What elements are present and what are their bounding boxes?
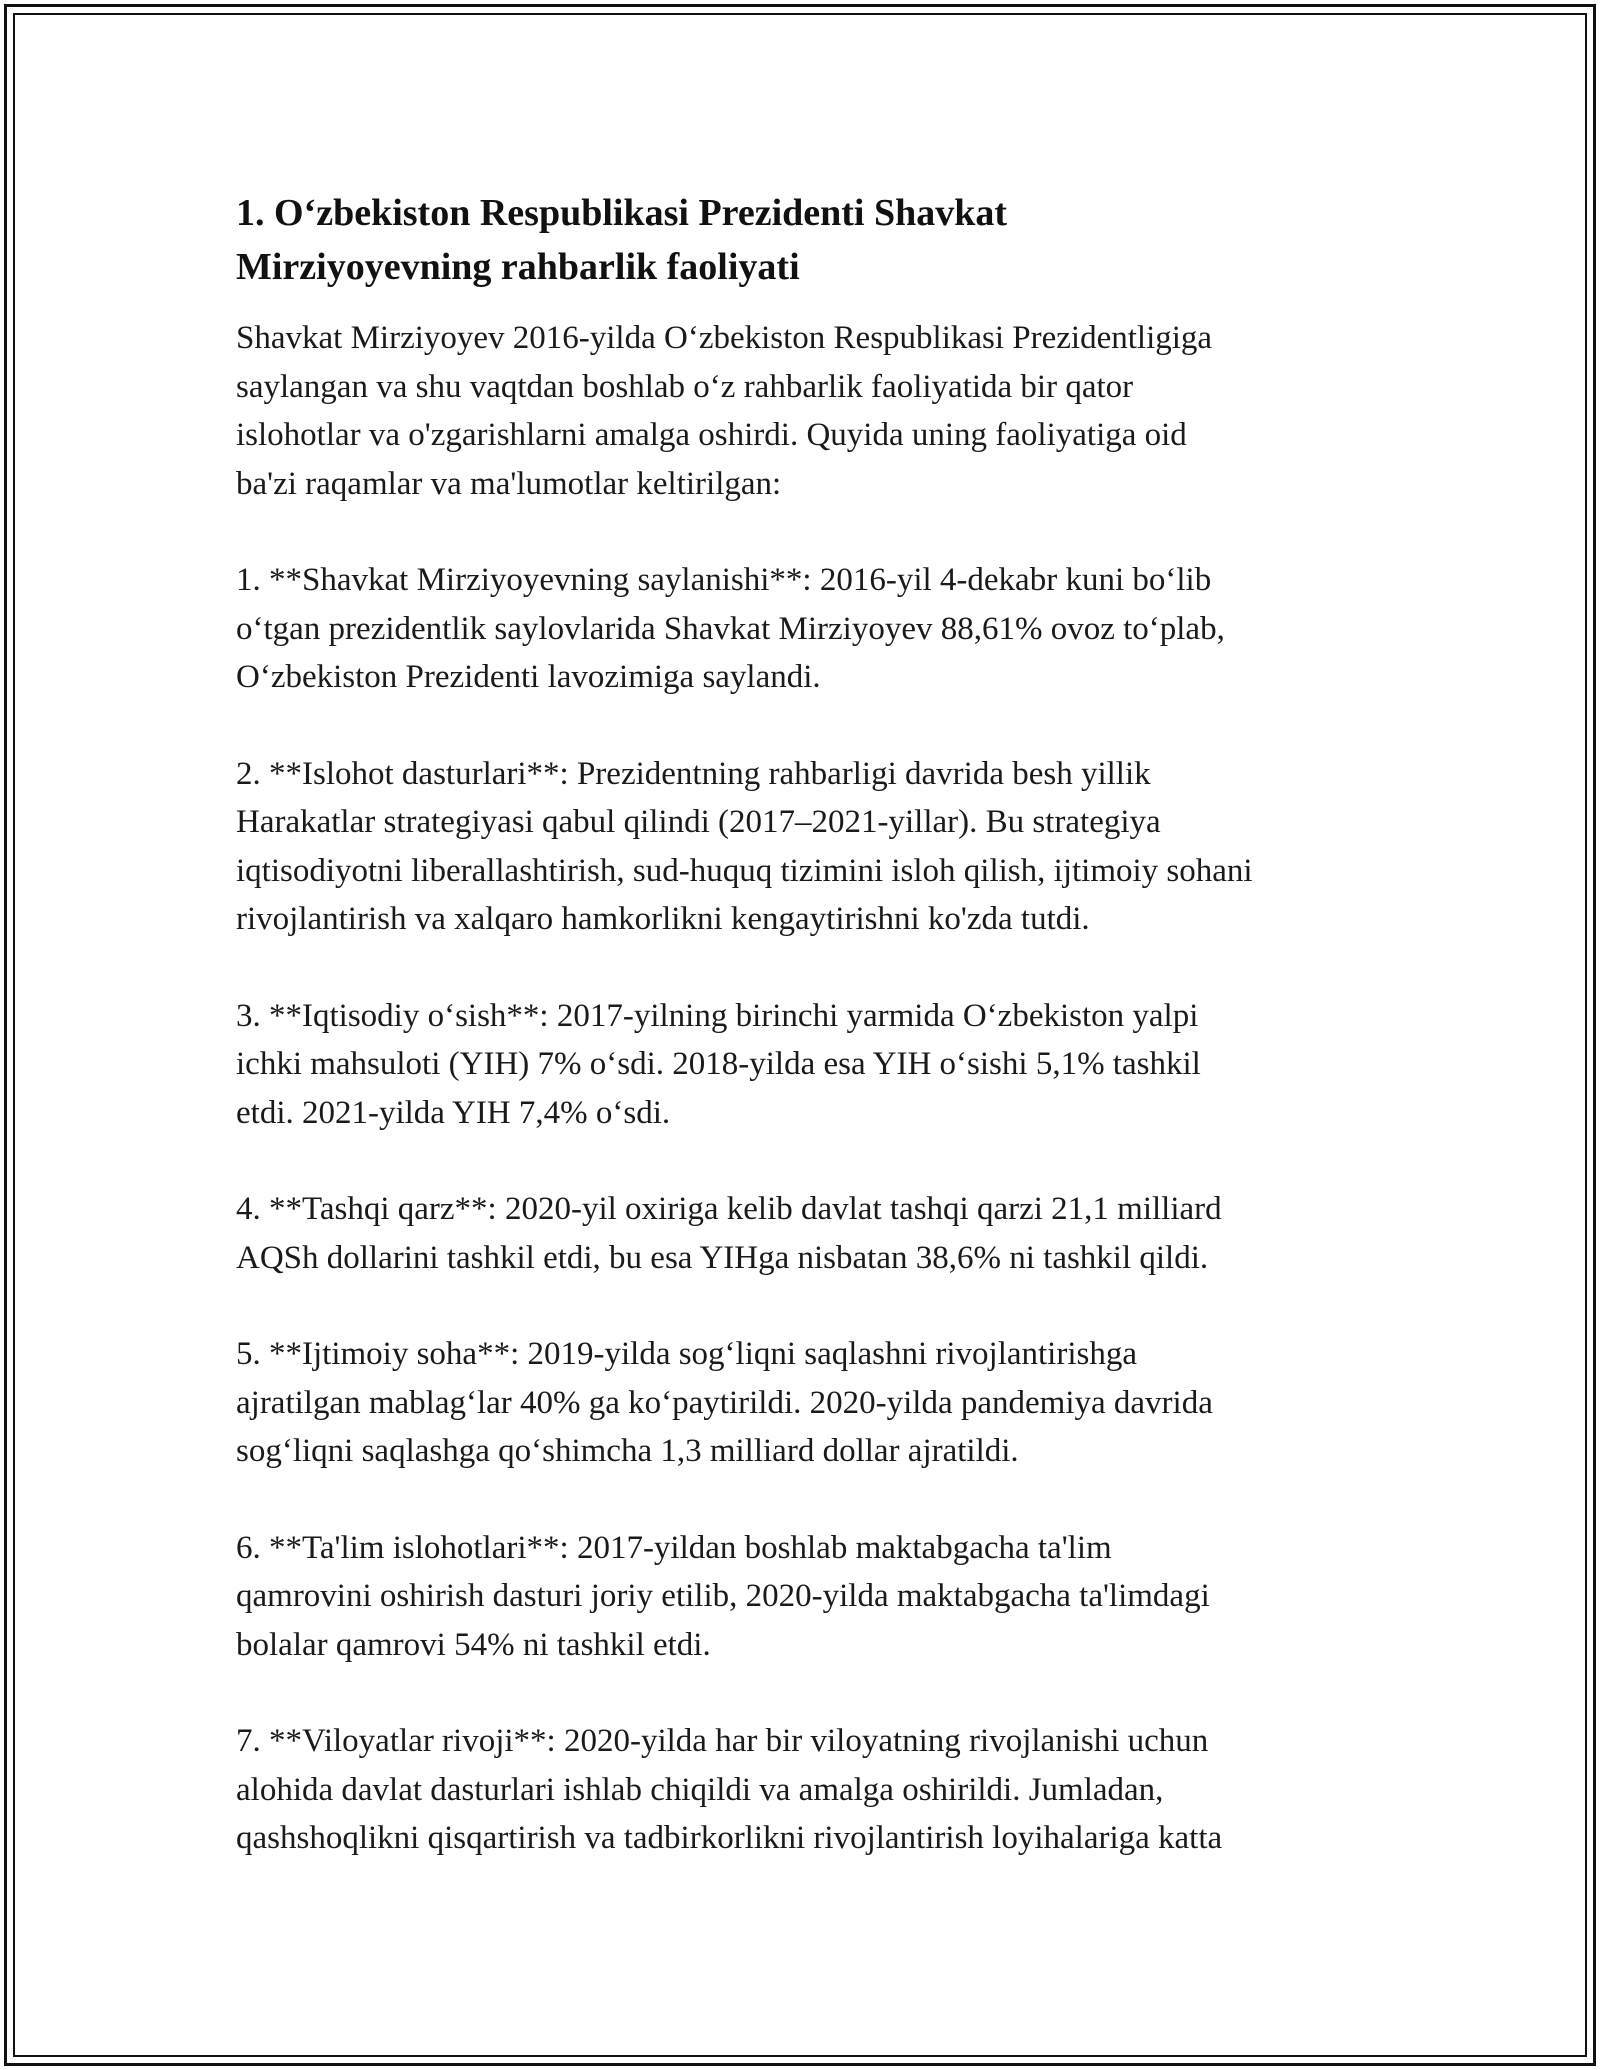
text-line: qashshoqlikni qisqartirish va tadbirkorlikni rivojlantirish loyihalariga katta [236,1820,1223,1856]
text-line: saylangan va shu vaqtdan boshlab o‘z rahbarlik faoliyatida bir qator [236,368,1134,405]
list-item [236,556,1386,702]
text-line: 2. **Islohot dasturlari**: Prezidentning rahbarligi davrida besh yillik [236,755,1151,792]
list-item [236,1524,1386,1670]
document-title [236,186,1386,294]
text-line: etdi. 2021-yilda YIH 7,4% o‘sdi. [236,1094,671,1131]
list-item [236,1330,1386,1476]
text-line: 6. **Ta'lim islohotlari**: 2017-yildan boshlab maktabgacha ta'lim [236,1529,1112,1566]
text-line: rivojlantirish va xalqaro hamkorlikni kengaytirishni ko'zda tutdi. [236,901,1090,937]
list-item [236,1185,1386,1282]
text-line: ichki mahsuloti (YIH) 7% o‘sdi. 2018-yilda esa YIH o‘sishi 5,1% tashkil [236,1046,1201,1082]
text-line: 1. **Shavkat Mirziyoyevning saylanishi**: 2016-yil 4-dekabr kuni bo‘lib [236,562,1212,598]
title-line: 1. O‘zbekiston Respublikasi Prezidenti Shavkat [236,192,1008,234]
text-line: O‘zbekiston Prezidenti lavozimiga saylandi. [236,659,821,695]
list-item [236,750,1386,944]
text-line: bolalar qamrovi 54% ni tashkil etdi. [236,1626,711,1663]
text-line: iqtisodiyotni liberallashtirish, sud-huquq tizimini isloh qilish, ijtimoiy sohani [236,852,1253,889]
list-item [236,992,1386,1138]
list-item [236,1717,1386,1863]
document-body [236,186,1386,1863]
text-line: Shavkat Mirziyoyev 2016-yilda O‘zbekiston Respublikasi Prezidentligiga [236,320,1213,356]
text-line: AQSh dollarini tashkil etdi, bu esa YIHga nisbatan 38,6% ni tashkil qildi. [236,1239,1209,1276]
text-line: 4. **Tashqi qarz**: 2020-yil oxiriga kelib davlat tashqi qarzi 21,1 milliard [236,1191,1222,1227]
text-line: o‘tgan prezidentlik saylovlarida Shavkat Mirziyoyev 88,61% ovoz to‘plab, [236,610,1225,647]
intro-paragraph [236,314,1386,508]
text-line: islohotlar va o'zgarishlarni amalga oshirdi. Quyida uning faoliyatiga oid [236,417,1187,453]
text-line: sog‘liqni saqlashga qo‘shimcha 1,3 milliard dollar ajratildi. [236,1433,1019,1469]
text-line: 7. **Viloyatlar rivoji**: 2020-yilda har bir viloyatning rivojlanishi uchun [236,1723,1209,1759]
text-line: 5. **Ijtimoiy soha**: 2019-yilda sog‘liqni saqlashni rivojlantirishga [236,1336,1137,1372]
text-line: 3. **Iqtisodiy o‘sish**: 2017-yilning birinchi yarmida O‘zbekiston yalpi [236,997,1199,1034]
text-line: ba'zi raqamlar va ma'lumotlar keltirilgan: [236,465,782,502]
title-line: Mirziyoyevning rahbarlik faoliyati [236,246,800,288]
text-line: Harakatlar strategiyasi qabul qilindi (2017–2021-yillar). Bu strategiya [236,804,1161,840]
text-line: alohida davlat dasturlari ishlab chiqildi va amalga oshirildi. Jumladan, [236,1771,1164,1808]
text-line: qamrovini oshirish dasturi joriy etilib, 2020-yilda maktabgacha ta'limdagi [236,1578,1210,1614]
text-line: ajratilgan mablag‘lar 40% ga ko‘paytirildi. 2020-yilda pandemiya davrida [236,1384,1213,1421]
